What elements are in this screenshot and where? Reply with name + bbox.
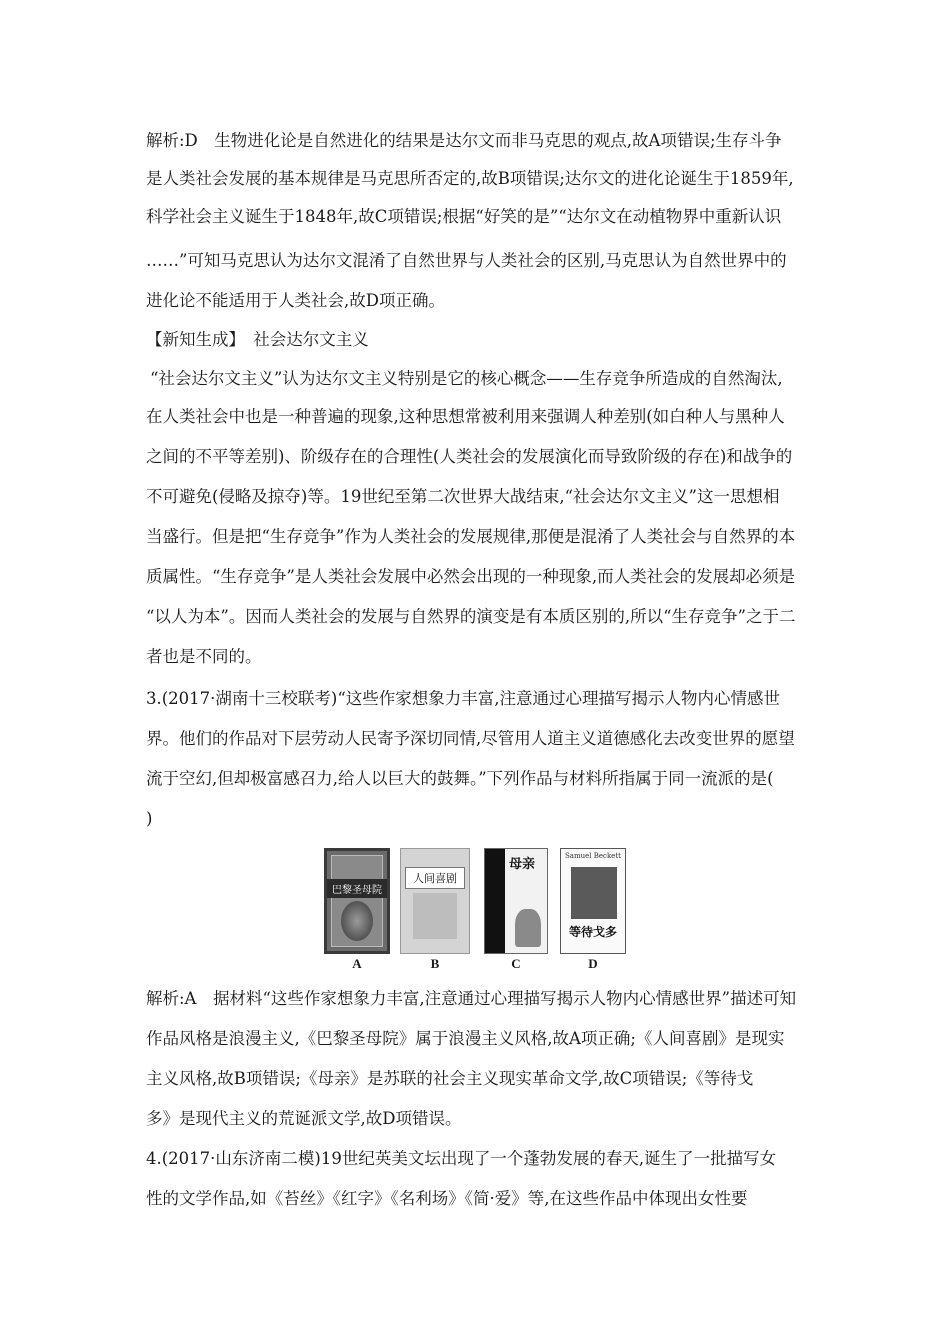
question-line: 界。他们的作品对下层劳动人民寄予深切同情,尽管用人道主义道德感化去改变世界的愿望 [146,729,795,748]
question-line: 3.(2017·湖南十三校联考)“这些作家想象力丰富,注意通过心理描写揭示人物内心情感世 [146,689,781,708]
cover-title: 母亲 [509,857,536,872]
cover-title: 等待戈多 [568,925,617,939]
text-line: 质属性。“生存竞争”是人类社会发展中必然会出现的一种现象,而人类社会的发展却必须是 [146,567,796,586]
text-line: 科学社会主义诞生于1848年,故C项错误;根据“好笑的是”“达尔文在动植物界中重新认识 [146,207,782,226]
cover-illustration [515,909,541,947]
text-line: 之间的不平等差别)、阶级存在的合理性(人类社会的发展演化而导致阶级的存在)和战争的 [146,447,793,466]
option-label-b: B [430,956,440,971]
question-line: ) [146,809,153,828]
text-line: 作品风格是浪漫主义,《巴黎圣母院》属于浪漫主义风格,故A项正确;《人间喜剧》是现实 [146,1029,785,1048]
section-heading: 【新知生成】 社会达尔文主义 [146,330,369,349]
book-cover-b [400,848,470,954]
book-covers-figure [324,848,630,972]
cover-author: Samuel Beckett [565,852,621,860]
text-line: 在人类社会中也是一种普遍的现象,这种思想常被利用来强调人种差别(如白种人与黑种人 [146,407,785,426]
text-line: 多》是现代主义的荒诞派文学,故D项错误。 [146,1109,462,1128]
text-line: ……”可知马克思认为达尔文混淆了自然世界与人类社会的区别,马克思认为自然世界中的 [146,251,787,270]
text-line: 当盛行。但是把“生存竞争”作为人类社会的发展规律,那便是混淆了人类社会与自然界的本 [146,527,796,546]
text-line: 是人类社会发展的基本规律是马克思所否定的,故B项错误;达尔文的进化论诞生于1859年, [146,169,794,188]
book-cover-c [484,848,548,954]
option-label-d: D [588,956,598,971]
question-line: 性的文学作品,如《苔丝》《红字》《名利场》《简·爱》等,在这些作品中体现出女性要 [146,1189,748,1208]
text-line: 不可避免(侵略及掠夺)等。19世纪至第二次世界大战结束,“社会达尔文主义”这一思想相 [146,487,780,506]
book-cover-a [324,848,390,954]
question-line: 4.(2017·山东济南二模)19世纪英美文坛出现了一个蓬勃发展的春天,诞生了一批描写女 [146,1149,777,1168]
cover-illustration [413,893,457,939]
text-line: “社会达尔文主义”认为达尔文主义特别是它的核心概念——生存竞争所造成的自然淘汰, [150,369,783,388]
cover-illustration [571,867,617,919]
text-line: 解析:A 据材料“这些作家想象力丰富,注意通过心理描写揭示人物内心情感世界”描述可知 [146,989,797,1008]
cover-title: 巴黎圣母院 [327,879,387,898]
text-line: 解析:D 生物进化论是自然进化的结果是达尔文而非马克思的观点,故A项错误;生存斗争 [146,131,782,150]
question-line: 流于空幻,但却极富感召力,给人以巨大的鼓舞。”下列作品与材料所指属于同一流派的是( [146,769,774,788]
option-label-a: A [352,956,362,971]
option-label-c: C [511,956,521,971]
book-cover-d [560,848,626,954]
cover-illustration [341,901,373,941]
text-line: 者也是不同的。 [146,647,262,666]
cover-title: 人间喜剧 [405,867,465,889]
text-line: 主义风格,故B项错误;《母亲》是苏联的社会主义现实革命文学,故C项错误;《等待戈 [146,1069,754,1088]
text-line: 进化论不能适用于人类社会,故D项正确。 [146,291,445,310]
text-line: “以人为本”。因而人类社会的发展与自然界的演变是有本质区别的,所以“生存竞争”之于二 [146,607,796,626]
